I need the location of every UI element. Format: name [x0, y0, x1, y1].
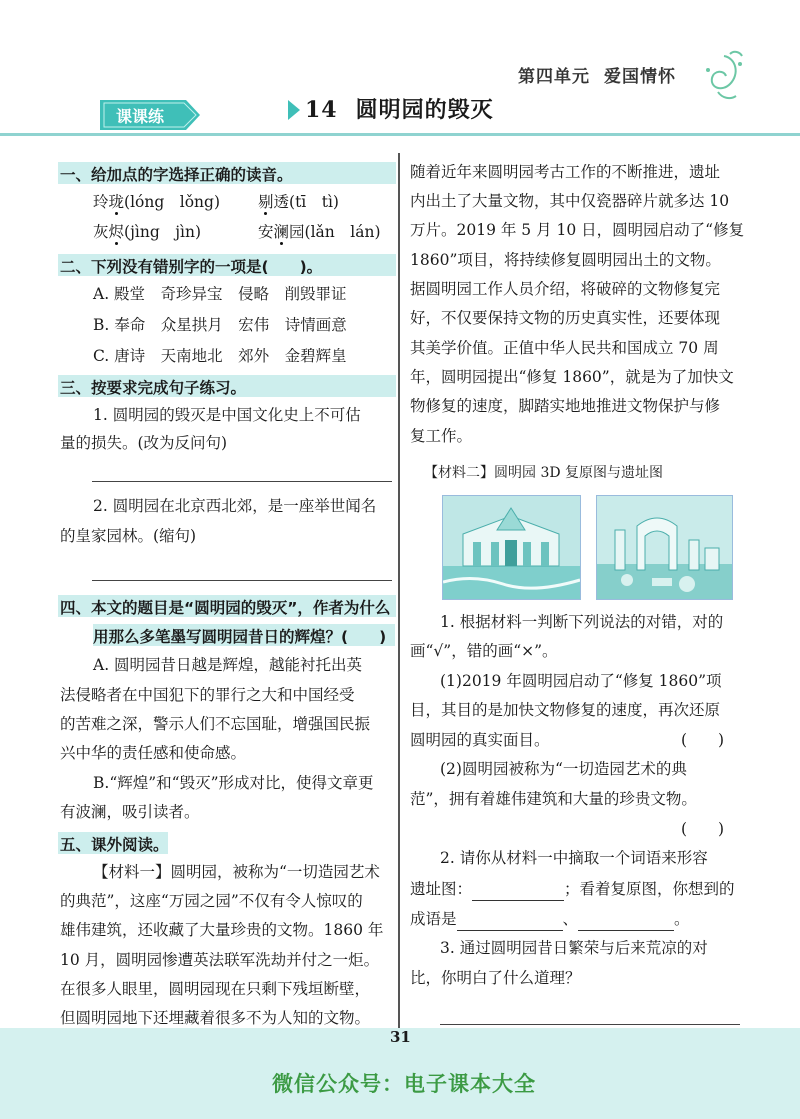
m1-line3: 雄伟建筑，还收藏了大量珍贵的文物。1860 年 — [60, 921, 384, 939]
m1c-line10: 复工作。 — [410, 427, 473, 445]
lesson-title-text: 圆明园的毁灭 — [355, 97, 494, 123]
m1-line5: 在很多人眼里，圆明园现在只剩下残垣断壁， — [60, 980, 371, 998]
pinyin-item-1: 玲珑(lóng lǒng) — [93, 193, 221, 211]
s3-q2-line2: 的皇家园林。(缩句) — [60, 527, 197, 545]
pinyin-item-4: 安澜园(lǎn lán) — [258, 223, 381, 241]
r-q1-line1: 1. 根据材料一判断下列说法的对错，对的 — [440, 613, 724, 631]
lesson-title — [305, 93, 494, 124]
pinyin-item-2: 剔透(tī tì) — [258, 193, 339, 211]
s4-a-line3: 的苦难之深，警示人们不忘国耻，增强国民振 — [60, 715, 371, 733]
m1c-line6: 好，不仅要保持文物的历史真实性，还要体现 — [410, 309, 721, 327]
r-q1-1-answer-bracket[interactable]: ( ) — [681, 731, 725, 749]
theme-label: 爱国情怀 — [604, 67, 676, 87]
m1c-line7: 其美学价值。正值中华人民共和国成立 70 周 — [410, 339, 719, 357]
q2-blank-3[interactable] — [578, 909, 674, 931]
header-rule — [0, 133, 800, 136]
s3-q1-line2: 量的损失。(改为反问句) — [60, 434, 228, 452]
s4-b-line2: 有波澜，吸引读者。 — [60, 803, 200, 821]
r-q1-1-line1: (1)2019 年圆明园启动了“修复 1860”项 — [440, 672, 722, 690]
r-q1-2-line2: 范”，拥有着雄伟建筑和大量的珍贵文物。 — [410, 790, 697, 808]
decorative-flourish-icon — [700, 48, 748, 104]
unit-label: 第四单元 — [518, 67, 590, 87]
section4-heading-line2: 用那么多笔墨写圆明园昔日的辉煌？( ) — [93, 628, 387, 646]
r-q2-line2: 遗址图： ；看着复原图，你想到的 — [410, 879, 735, 901]
pinyin-item-3: 灰烬(jìng jìn) — [93, 223, 202, 241]
m1c-line5: 据圆明园工作人员介绍，将破碎的文物修复完 — [410, 280, 721, 298]
section2-heading: 二、下列没有错别字的一项是( )。 — [60, 258, 323, 276]
r-q3-line1: 3. 通过圆明园昔日繁荣与后来荒凉的对 — [440, 939, 708, 957]
s4-a-line2: 法侵略者在中国犯下的罪行之大和中国经受 — [60, 686, 355, 704]
r-q2-line3: 成语是 、 。 — [410, 909, 690, 931]
m1c-line1: 随着近年来圆明园考古工作的不断推进，遗址 — [410, 163, 721, 181]
ruins-image — [596, 495, 733, 600]
m1-line1: 【材料一】圆明园，被称为“一切造园艺术 — [93, 863, 380, 881]
column-divider — [398, 153, 400, 1028]
r-q1-line2: 画“√”，错的画“×”。 — [410, 642, 558, 660]
q2-blank-1[interactable] — [472, 879, 564, 901]
s3-q2-line1: 2. 圆明园在北京西北郊，是一座举世闻名 — [93, 497, 377, 515]
r-q3-answer-line[interactable] — [440, 1024, 740, 1025]
section4-heading-line1: 四、本文的题目是“圆明园的毁灭”，作者为什么 — [60, 599, 391, 617]
s3-q1-line1: 1. 圆明园的毁灭是中国文化史上不可估 — [93, 406, 361, 424]
section5-heading: 五、课外阅读。 — [60, 836, 169, 854]
material2-caption: 【材料二】圆明园 3D 复原图与遗址图 — [424, 465, 664, 481]
r-q1-2-answer-bracket[interactable]: ( ) — [681, 820, 725, 838]
wechat-watermark: 微信公众号：电子课本大全 — [272, 1072, 536, 1096]
unit-header — [518, 62, 690, 87]
s4-a-line4: 兴中华的责任感和使命感。 — [60, 744, 247, 762]
section3-heading: 三、按要求完成句子练习。 — [60, 379, 247, 397]
q2-blank-2[interactable] — [457, 909, 563, 931]
option-b: B. 奉命 众星拱月 宏伟 诗情画意 — [93, 316, 347, 334]
title-marker-icon — [288, 100, 300, 120]
m1c-line2: 内出土了大量文物，其中仅瓷器碎片就多达 10 — [410, 192, 730, 210]
m1c-line9: 物修复的速度，脚踏实地地推进文物保护与修 — [410, 397, 721, 415]
option-c: C. 唐诗 天南地北 郊外 金碧辉皇 — [93, 347, 347, 365]
m1-line6: 但圆明园地下还埋藏着很多不为人知的文物。 — [60, 1009, 371, 1027]
option-a: A. 殿堂 奇珍异宝 侵略 削毁罪证 — [93, 285, 347, 303]
m1c-line4: 1860”项目，将持续修复圆明园出土的文物。 — [410, 251, 721, 269]
page-number: 31 — [390, 1028, 411, 1046]
m1-line4: 10 月，圆明园惨遭英法联军洗劫并付之一炬。 — [60, 951, 380, 969]
s4-a-line1: A. 圆明园昔日越是辉煌，越能衬托出英 — [93, 656, 363, 674]
r-q1-1-line3: 圆明园的真实面目。 — [410, 731, 550, 749]
r-q2-line1: 2. 请你从材料一中摘取一个词语来形容 — [440, 849, 708, 867]
m1-line2: 的典范”，这座“万园之园”不仅有令人惊叹的 — [60, 892, 363, 910]
r-q1-1-line2: 目，其目的是加快文物修复的速度，再次还原 — [410, 701, 721, 719]
s4-b-line1: B.“辉煌”和“毁灭”形成对比，使得文章更 — [93, 774, 374, 792]
s3-q1-answer-line[interactable] — [92, 481, 392, 482]
m1c-line8: 年，圆明园提出“修复 1860”，就是为了加快文 — [410, 368, 734, 386]
r-q1-2-line1: (2)圆明园被称为“一切造园艺术的典 — [440, 760, 687, 778]
m1c-line3: 万片。2019 年 5 月 10 日，圆明园启动了“修复 — [410, 221, 745, 239]
s3-q2-answer-line[interactable] — [92, 580, 392, 581]
lesson-tag: 课课练 — [116, 107, 165, 126]
r-q3-line2: 比，你明白了什么道理？ — [410, 969, 581, 987]
lesson-number: 14 — [305, 97, 338, 123]
section1-heading: 一、给加点的字选择正确的读音。 — [60, 166, 293, 184]
reconstruction-image — [442, 495, 581, 600]
